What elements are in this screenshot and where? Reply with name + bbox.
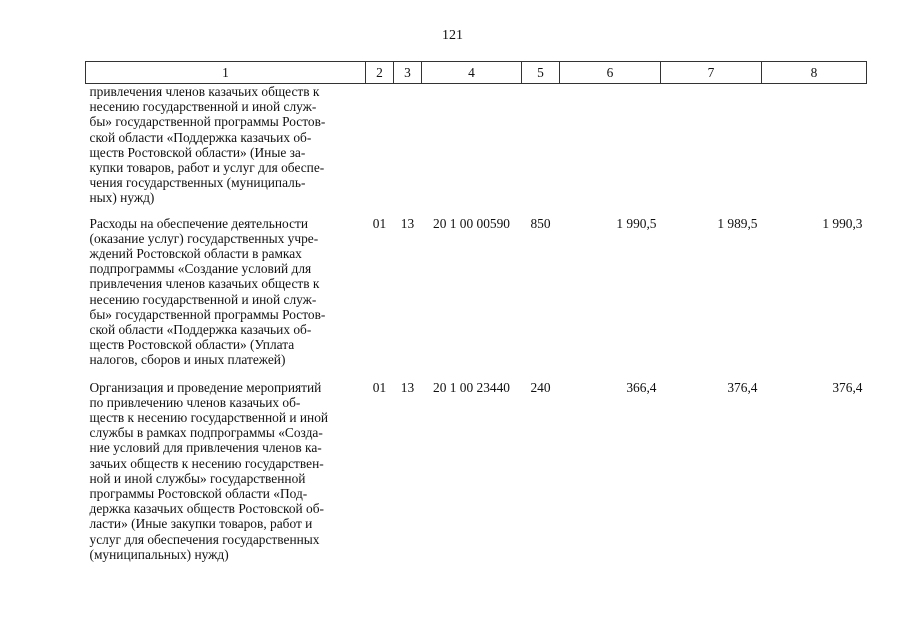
cell-amount-col6 — [560, 84, 661, 210]
description-line: подпрограммы «Создание условий для — [89, 261, 312, 277]
cell-section: 01 — [372, 379, 387, 395]
column-header-3: 3 — [394, 62, 422, 84]
column-header-2: 2 — [366, 62, 394, 84]
description-line: ществ к несению государственной и иной — [89, 410, 329, 426]
description-line: Организация и проведение мероприятий — [89, 379, 322, 395]
description-line: бы» государственной программы Ростов- — [89, 306, 326, 322]
description-line: чения государственных (муниципаль- — [89, 175, 306, 191]
description-line: ждений Ростовской области в рамках — [89, 246, 302, 262]
description-line: привлечения членов казачьих обществ к — [89, 276, 320, 292]
description-line: налогов, сборов и иных платежей) — [89, 352, 286, 368]
row-description — [86, 210, 366, 374]
description-line: по привлечению членов казачьих об- — [89, 394, 301, 410]
cell-amount-col6: 1 990,5 — [616, 215, 657, 231]
cell-expense-type — [522, 84, 560, 210]
column-header-1: 1 — [86, 62, 366, 84]
description-line: ние условий для привлечения членов ка- — [89, 440, 322, 456]
cell-section — [366, 84, 394, 210]
cell-amount-col7 — [661, 84, 762, 210]
column-header-4: 4 — [422, 62, 522, 84]
cell-subsection: 13 — [400, 215, 415, 231]
cell-amount-col8: 1 990,3 — [822, 215, 863, 231]
table-header-row — [86, 62, 867, 84]
cell-target-article: 20 1 00 23440 — [433, 379, 510, 395]
cell-subsection — [394, 84, 422, 210]
cell-target-article: 20 1 00 00590 — [433, 215, 510, 231]
description-line: несению государственной и иной служ- — [89, 99, 317, 115]
description-line: ской области «Поддержка казачьих об- — [89, 129, 312, 145]
cell-amount-col6: 366,4 — [626, 379, 657, 395]
table-row — [86, 374, 867, 568]
description-line: ной и иной службы» государственной — [89, 470, 306, 486]
description-line: купки товаров, работ и услуг для обеспе- — [89, 160, 325, 176]
page-number: 121 — [442, 28, 463, 43]
column-header-8: 8 — [762, 62, 867, 84]
budget-table — [85, 61, 867, 568]
description-line: ных) нужд) — [89, 190, 155, 206]
column-header-7: 7 — [661, 62, 762, 84]
column-header-5: 5 — [522, 62, 560, 84]
description-line: зачьих обществ к несению государствен- — [89, 455, 324, 471]
description-line: службы в рамках подпрограммы «Созда- — [89, 425, 323, 441]
cell-section: 01 — [372, 215, 387, 231]
description-line: ской области «Поддержка казачьих об- — [89, 322, 312, 338]
description-line: (оказание услуг) государственных учре- — [89, 230, 319, 246]
cell-expense-type: 850 — [530, 215, 551, 231]
cell-amount-col7: 376,4 — [727, 379, 758, 395]
cell-amount-col8: 376,4 — [832, 379, 863, 395]
cell-amount-col7: 1 989,5 — [717, 215, 758, 231]
table-row — [86, 210, 867, 374]
row-description — [86, 374, 366, 568]
description-line: ласти» (Иные закупки товаров, работ и — [89, 516, 313, 532]
cell-target-article — [422, 84, 522, 210]
description-line: держка казачьих обществ Ростовской об- — [89, 501, 324, 517]
description-line: Расходы на обеспечение деятельности — [89, 215, 309, 231]
cell-amount-col8 — [762, 84, 867, 210]
table-row — [86, 84, 867, 210]
description-line: несению государственной и иной служ- — [89, 291, 317, 307]
description-line: услуг для обеспечения государственных — [89, 531, 320, 547]
description-line: бы» государственной программы Ростов- — [89, 114, 326, 130]
description-line: ществ Ростовской области» (Иные за- — [89, 144, 306, 160]
description-line: (муниципальных) нужд) — [89, 546, 229, 562]
description-line: программы Ростовской области «Под- — [89, 486, 308, 502]
description-line: ществ Ростовской области» (Уплата — [89, 337, 295, 353]
cell-expense-type: 240 — [530, 379, 551, 395]
description-line: привлечения членов казачьих обществ к — [89, 84, 320, 99]
cell-subsection: 13 — [400, 379, 415, 395]
row-description — [86, 84, 366, 210]
column-header-6: 6 — [560, 62, 661, 84]
